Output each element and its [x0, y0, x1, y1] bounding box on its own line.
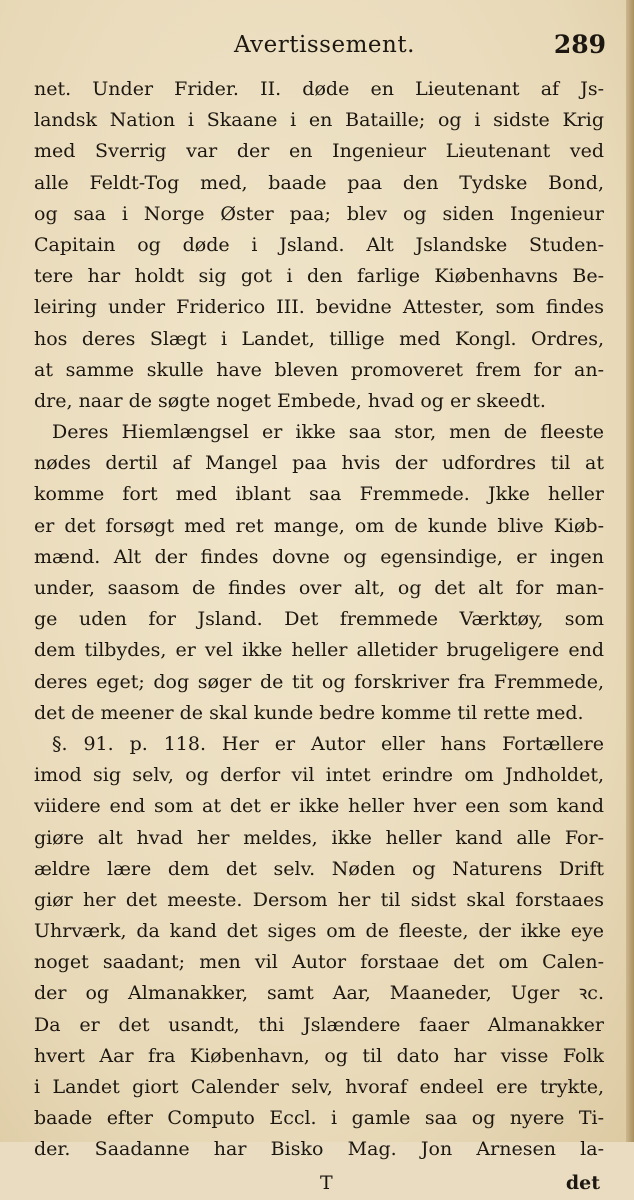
text-line: er det forsøgt med ret mange, om de kunde blive Kiøb- [34, 514, 604, 537]
text-line: hvert Aar fra Kiøbenhavn, og til dato har visse Folk [34, 1044, 604, 1067]
text-line: nødes dertil af Mangel paa hvis der udfordres til at [34, 452, 604, 475]
text-line: i Landet giort Calender selv, hvoraf endeel ere trykte, [34, 1076, 604, 1098]
text-line: ge uden for Jsland. Det fremmede Værktøy, som [34, 608, 604, 631]
text-line: Capitain og døde i Jsland. Alt Jslandske Studen- [34, 233, 604, 256]
text-line: Uhrværk, da kand det siges om de fleeste, der ikke eye [34, 920, 604, 943]
signature-mark: T [320, 1171, 333, 1194]
text-line: der. Saadanne har Bisko Mag. Jon Arnesen la- [34, 1138, 604, 1161]
text-line: Deres Hiemlængsel er ikke saa stor, men de fleeste [52, 421, 604, 444]
text-line: leiring under Friderico III. bevidne Attester, som findes [34, 296, 604, 319]
body-text [34, 74, 604, 1200]
text-line: deres eget; dog søger de tit og forskriver fra Fremmede, [34, 670, 604, 693]
text-line: dre, naar de søgte noget Embede, hvad og er skeedt. [34, 389, 546, 412]
text-line: Da er det usandt, thi Jslændere faaer Almanakker [34, 1013, 604, 1036]
text-line: noget saadant; men vil Autor forstaae det om Calen- [34, 951, 604, 974]
page-footer [34, 1166, 604, 1200]
text-line: net. Under Frider. II. døde en Lieutenant af Js- [34, 78, 604, 100]
text-line: under, saasom de findes over alt, og det alt for man- [34, 577, 604, 599]
text-line: giøre alt hvad her meldes, ikke heller kand alle For- [34, 826, 604, 849]
text-line: §. 91. p. 118. Her er Autor eller hans Fortællere [52, 732, 604, 755]
text-line: landsk Nation i Skaane i en Bataille; og i sidste Krig [34, 109, 604, 132]
page-number: 289 [553, 30, 606, 59]
running-title: Avertissement. [234, 32, 415, 58]
text-line: hos deres Slægt i Landet, tillige med Kongl. Ordres, [34, 327, 604, 350]
page-header [34, 28, 612, 68]
text-line: med Sverrig var der en Ingenieur Lieutenant ved [34, 140, 604, 163]
text-line: tere har holdt sig got i den farlige Kiøbenhavns Be- [34, 265, 604, 288]
text-line: at samme skulle have bleven promoveret frem for an- [34, 358, 604, 381]
text-line: og saa i Norge Øster paa; blev og siden Ingenieur [34, 202, 604, 225]
catchword: det [565, 1171, 600, 1194]
text-line: imod sig selv, og derfor vil intet erindre om Jndholdet, [34, 764, 604, 787]
text-line: giør her det meeste. Dersom her til sidst skal forstaaes [34, 888, 604, 911]
text-line: det de meener de skal kunde bedre komme til rette med. [34, 701, 584, 724]
text-line: viidere end som at det er ikke heller hver een som kand [34, 795, 604, 818]
text-line: mænd. Alt der findes dovne og egensindige, er ingen [34, 545, 604, 568]
text-line: dem tilbydes, er vel ikke heller alletider brugeligere end [34, 639, 604, 662]
text-line: ældre lære dem det selv. Nøden og Naturens Drift [34, 857, 604, 880]
text-line: baade efter Computo Eccl. i gamle saa og nyere Ti- [34, 1107, 604, 1130]
page-edge [626, 0, 634, 1142]
text-line: alle Feldt-Tog med, baade paa den Tydske Bond, [34, 171, 604, 194]
text-line: komme fort med iblant saa Fremmede. Jkke heller [34, 483, 604, 506]
text-line: der og Almanakker, samt Aar, Maaneder, Uger ꝛc. [34, 982, 604, 1005]
